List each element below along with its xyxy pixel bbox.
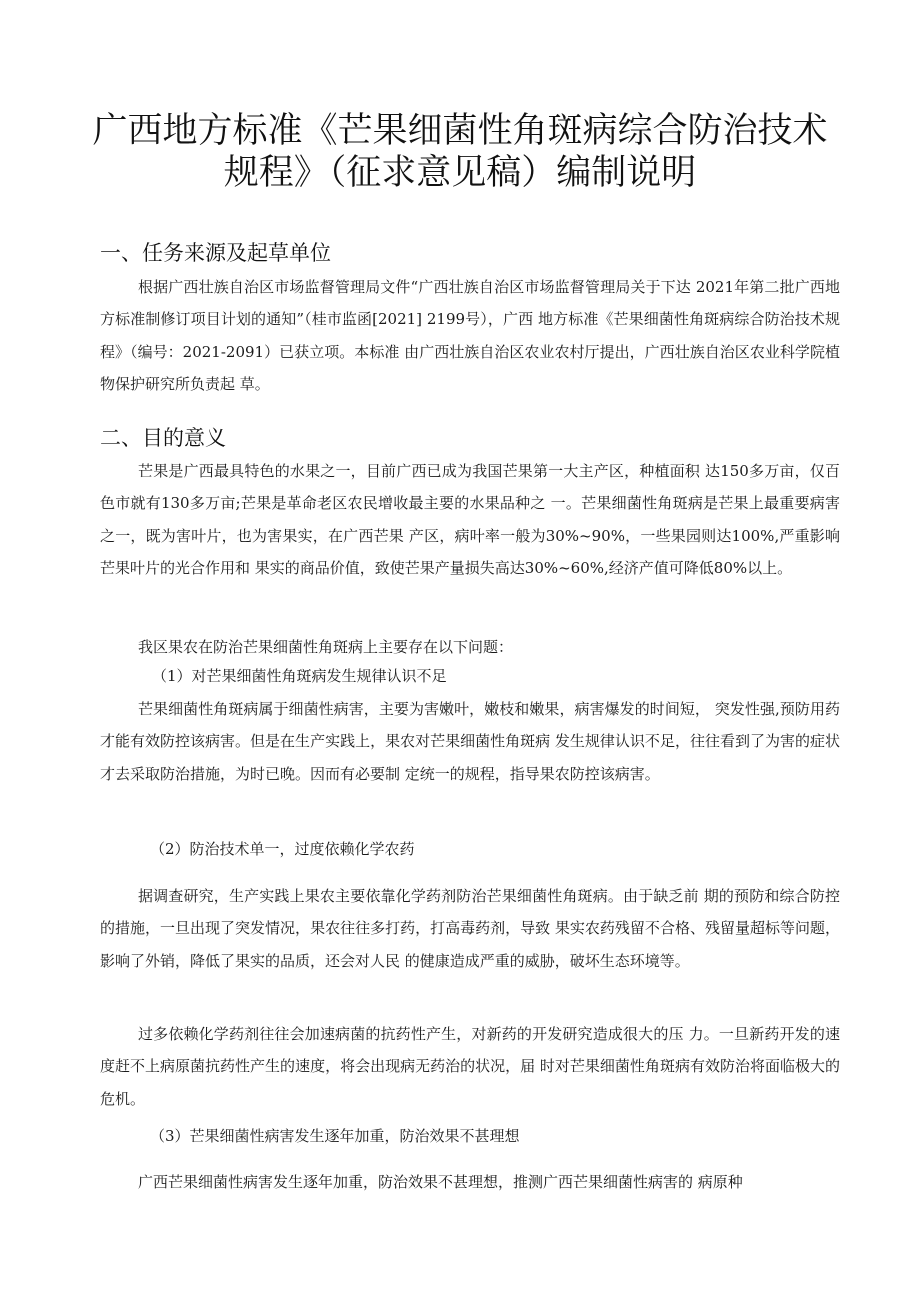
issue-2-text-1: 据调查研究，生产实践上果农主要依靠化学药剂防治芒果细菌性角斑病。由于缺乏前 期的预防和综合防控的措施，一旦出现了突发情况，果农往往多打药，打高毒药剂，导致 果实农药残留不合格、残留量超标等问题，影响了外销，降低了果实的品质，还会对人民 的健康造成严重的威胁，破坏生态环境等。 xyxy=(100,887,840,970)
section-1-heading: 一、任务来源及起草单位 xyxy=(100,241,331,265)
issue-2-text-2: 过多依赖化学药剂往往会加速病菌的抗药性产生，对新药的开发研究造成很大的压 力。一旦新药开发的速度赶不上病原菌抗药性产生的速度，将会出现病无药治的状况，届 时对芒果细菌性角斑病有效防治将面临极大的危机。 xyxy=(100,1025,840,1108)
section-2-paragraph-2: 我区果农在防治芒果细菌性角斑病上主要存在以下问题： xyxy=(138,638,514,656)
issue-1-text: 芒果细菌性角斑病属于细菌性病害，主要为害嫩叶，嫩枝和嫩果，病害爆发的时间短， 突发性强,预防用药才能有效防控该病害。但是在生产实践上，果农对芒果细菌性角斑病 发生规律认识不足，往往看到了为害的症状才去采取防治措施，为时已晚。因而有必要制 定统一的规程，指导果农防控该病害。 xyxy=(100,700,840,783)
issue-3-heading: （3）芒果细菌性病害发生逐年加重，防治效果不甚理想 xyxy=(150,1127,520,1145)
section-1-paragraph: 根据广西壮族自治区市场监督管理局文件“广西壮族自治区市场监督管理局关于下达 2021年第二批广西地方标准制修订项目计划的通知”（桂市监函[2021] 2199号），广西 地方标准《芒果细菌性角斑病综合防治技术规程》（编号：2021-2091）已获立项。本标准 由广西壮族自治区农业农村厅提出，广西壮族自治区农业科学院植物保护研究所负责起 草。 xyxy=(100,278,840,394)
issue-1-heading: （1）对芒果细菌性角斑病发生规律认识不足 xyxy=(152,667,447,685)
issue-2-heading: （2）防治技术单一，过度依赖化学农药 xyxy=(150,840,415,858)
section-2-heading: 二、目的意义 xyxy=(100,426,226,450)
document-title-line-2: 规程》（征求意见稿）编制说明 xyxy=(223,153,697,193)
issue-3-text: 广西芒果细菌性病害发生逐年加重，防治效果不甚理想，推测广西芒果细菌性病害的 病原种 xyxy=(138,1173,743,1191)
section-2-paragraph-1: 芒果是广西最具特色的水果之一，目前广西已成为我国芒果第一大主产区，种植面积 达150多万亩，仅百色市就有130多万亩;芒果是革命老区农民增收最主要的水果品种之 一。芒果细菌性角斑病是芒果上最重要病害之一，既为害叶片，也为害果实，在广西芒果 产区，病叶率一般为30%~90%，一些果园则达100%,严重影响芒果叶片的光合作用和 果实的商品价值，致使芒果产量损失高达30%~60%,经济产值可降低80%以上。 xyxy=(100,462,840,578)
document-title-line-1: 广西地方标准《芒果细菌性角斑病综合防治技术 xyxy=(92,111,828,151)
